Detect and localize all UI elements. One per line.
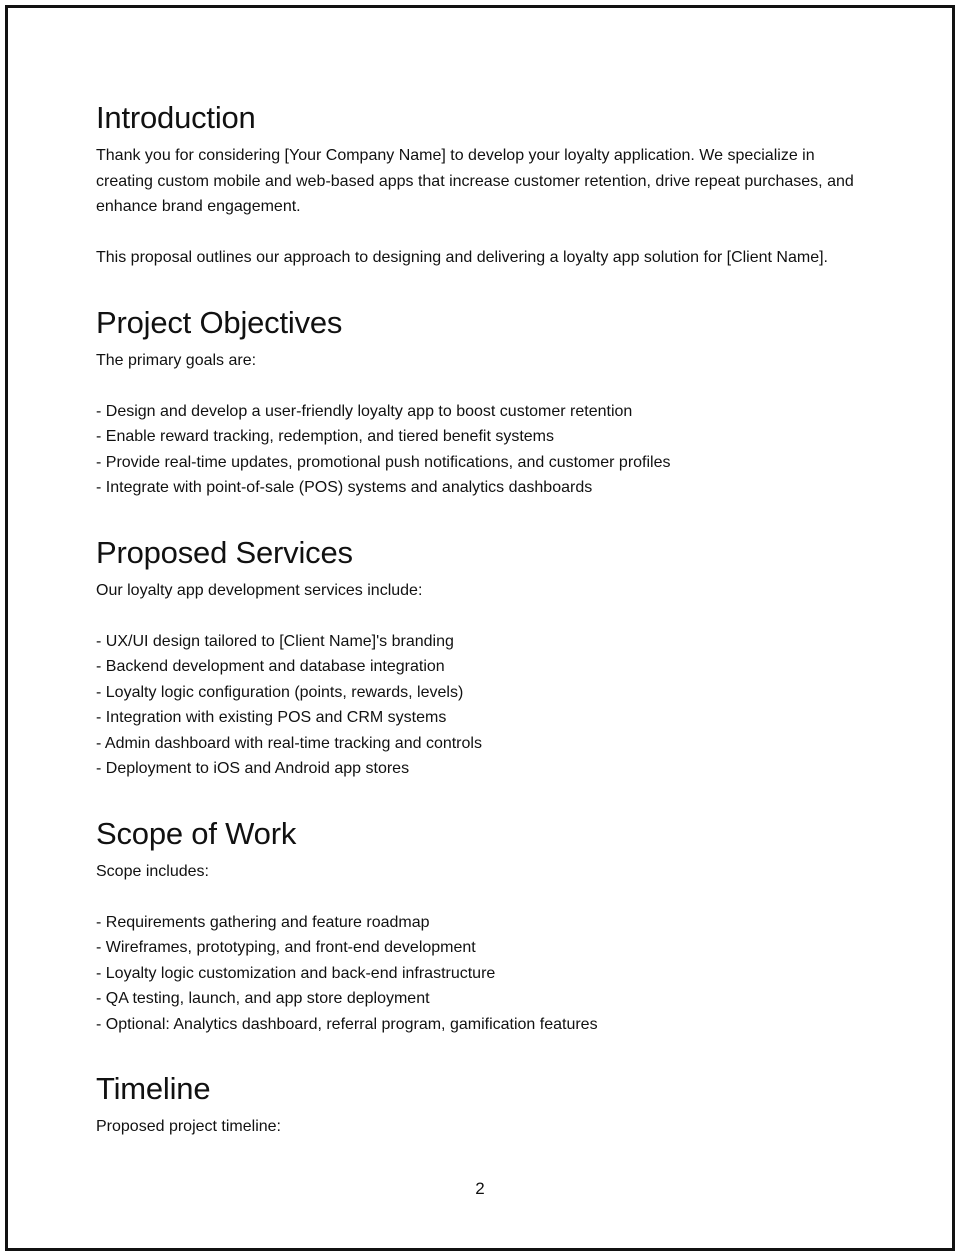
list-item: - Requirements gathering and feature roadmap — [96, 913, 430, 931]
document-body — [96, 98, 896, 1140]
section-lead: Our loyalty app development services include: — [96, 581, 423, 599]
list-item: - Loyalty logic customization and back-end infrastructure — [96, 964, 496, 982]
list-item: - Backend development and database integration — [96, 658, 445, 675]
list-item: - Loyalty logic configuration (points, rewards, levels) — [96, 683, 464, 701]
section-heading: Scope of Work — [96, 815, 297, 851]
section-heading: Timeline — [96, 1071, 211, 1106]
section-project-objectives — [96, 303, 896, 501]
section-proposed-services — [96, 533, 896, 782]
scope-list — [96, 910, 896, 1038]
section-lead: Scope includes: — [96, 862, 209, 880]
list-item: - Deployment to iOS and Android app stores — [96, 760, 410, 777]
list-item: - Integrate with point-of-sale (POS) systems and analytics dashboards — [96, 479, 593, 496]
services-list — [96, 629, 896, 782]
list-item: - Admin dashboard with real-time tracking and controls — [96, 734, 482, 752]
section-heading: Project Objectives — [96, 304, 343, 340]
list-item: - Integration with existing POS and CRM systems — [96, 709, 447, 726]
list-item: - Provide real-time updates, promotional push notifications, and customer profiles — [96, 453, 671, 471]
list-item: - UX/UI design tailored to [Client Name]'s branding — [96, 632, 454, 650]
list-item: - QA testing, launch, and app store deployment — [96, 990, 430, 1007]
list-item: - Enable reward tracking, redemption, and tiered benefit systems — [96, 428, 555, 445]
section-lead: The primary goals are: — [96, 351, 257, 369]
list-item: - Optional: Analytics dashboard, referral program, gamification features — [96, 1015, 598, 1033]
objectives-list — [96, 399, 896, 501]
intro-paragraph: This proposal outlines our approach to designing and delivering a loyalty app solution for [Client Name]. — [96, 249, 828, 266]
section-scope-of-work — [96, 814, 896, 1038]
section-heading: Introduction — [96, 100, 256, 135]
section-introduction — [96, 98, 896, 271]
intro-paragraph: Thank you for considering [Your Company Name] to develop your loyalty application. We specialize in creating custom mobile and web-based apps that increase customer retention, drive repeat purchases, and enhance brand engagement. — [96, 147, 854, 215]
list-item: - Wireframes, prototyping, and front-end development — [96, 939, 476, 956]
section-lead: Proposed project timeline: — [96, 1118, 281, 1135]
section-heading: Proposed Services — [96, 534, 353, 570]
list-item: - Design and develop a user-friendly loyalty app to boost customer retention — [96, 402, 633, 420]
section-timeline — [96, 1069, 896, 1140]
page-number: 2 — [475, 1179, 485, 1198]
